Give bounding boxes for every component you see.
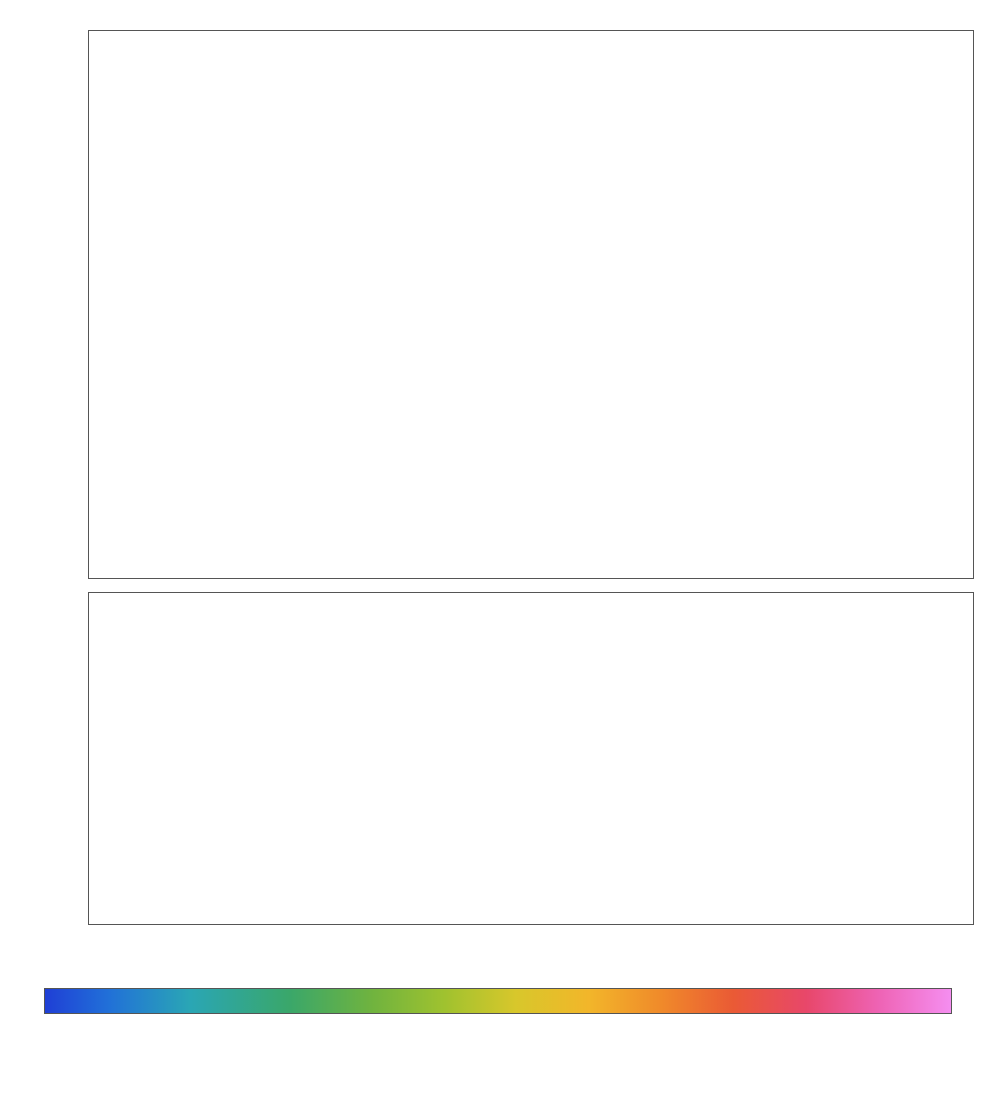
colorbar xyxy=(44,988,952,1014)
scatter-panel xyxy=(88,30,974,579)
histogram-panel xyxy=(88,592,974,925)
